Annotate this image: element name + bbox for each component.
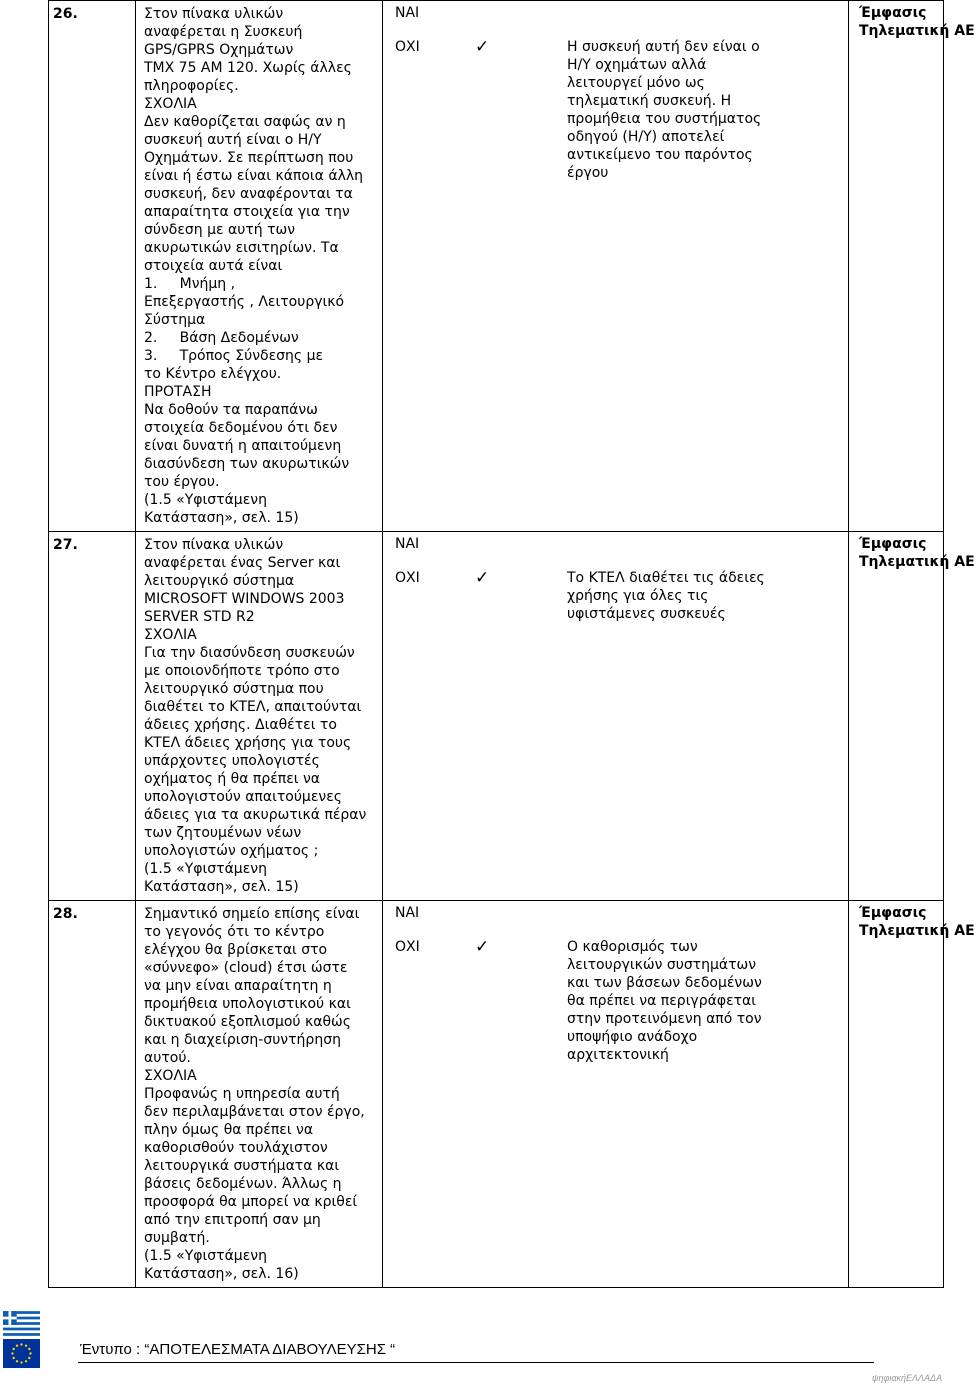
remark-line: Στον πίνακα υλικών [144,537,284,553]
remark-line: είναι ή έστω είναι κάποια άλλη [144,168,364,184]
comment-line: Η συσκευή αυτή δεν είναι ο [567,39,760,55]
remark-line: Κατάσταση», σελ. 15) [144,510,299,526]
remark-line: MICROSOFT WINDOWS 2003 [144,591,345,607]
remark-line: ΣΧΟΛΙΑ [144,627,197,643]
remark-line: απαραίτητα στοιχεία για την [144,204,350,220]
remark-line: συσκευή, δεν αναφέρονται τα [144,186,353,202]
comment-line: θα πρέπει να περιγράφεται [567,993,757,1009]
respondent-line: Τηλεματική ΑΕ [859,923,975,939]
comment-line: στην προτεινόμενη από τον [567,1011,762,1027]
remark-line: Σημαντικό σημείο επίσης είναι [144,906,360,922]
remark-line: (1.5 «Υφιστάμενη [144,492,267,508]
remark-text [136,532,383,901]
comment-line: Το ΚΤΕΛ διαθέτει τις άδειες [567,570,765,586]
remark-line: ΣΧΟΛΙΑ [144,96,197,112]
answer-cell [383,532,849,901]
comment-line: αρχιτεκτονική [567,1047,669,1063]
footer-divider [78,1362,874,1363]
eu-flag-icon [3,1339,40,1368]
remark-text [136,1,383,532]
respondent-name [849,532,975,901]
eu-star-icon [20,1361,22,1363]
remark-line: βάσεις δεδομένων. Άλλως η [144,1176,342,1192]
remark-line: 3. Τρόπος Σύνδεσης με [144,348,324,364]
remark-line: είναι δυνατή η απαιτούμενη [144,438,342,454]
remark-line: αναφέρεται ένας Server και [144,555,341,571]
remark-line: Κατάσταση», σελ. 16) [144,1266,299,1282]
respondent-line: Τηλεματική ΑΕ [859,554,975,570]
consultation-results-table [48,0,975,1288]
row-number: 26. [49,1,136,532]
comment-line: λειτουργεί μόνο ως [567,75,705,91]
remark-line: SERVER STD R2 [144,609,255,625]
remark-line: Για την διασύνδεση συσκευών [144,645,355,661]
remark-line: πληροφορίες. [144,78,239,94]
remark-line: Δεν καθορίζεται σαφώς αν η [144,114,346,130]
remark-line: λειτουργικά συστήματα και [144,1158,340,1174]
remark-line: υπολογιστούν απαιτούμενες [144,789,343,805]
remark-line: καθορισθούν τουλάχιστον [144,1140,328,1156]
remark-line: και η διαχείριση-συντήρηση [144,1032,341,1048]
table-row [49,901,944,1288]
respondent-line: Έμφασις [859,905,927,921]
remark-line: Σύστημα [144,312,206,328]
option-yes-label: ΝΑΙ [395,905,420,921]
response-comment [567,38,761,182]
option-yes [387,4,848,38]
remark-text [136,901,383,1288]
remark-line: άδειες χρήσης. Διαθέτει το [144,717,337,733]
option-yes [387,535,848,569]
eu-star-icon [20,1343,22,1345]
eu-star-icon [11,1352,13,1354]
digital-greece-logo: ψηφιακήΕΛΛΑΔΑ [872,1373,943,1383]
option-yes [387,904,848,938]
eu-star-icon [13,1357,15,1359]
option-no-label: ΟΧΙ [395,939,420,955]
remark-line: να μην είναι απαραίτητη η [144,978,332,994]
row-number: 27. [49,532,136,901]
remark-line: ελέγχου θα βρίσκεται στο [144,942,328,958]
response-comment [567,938,762,1064]
remark-line: πλην όμως θα πρέπει να [144,1122,314,1138]
comment-line: οδηγού (Η/Υ) αποτελεί [567,129,725,145]
remark-line: υπολογιστών οχήματος ; [144,843,319,859]
respondent-line: Έμφασις [859,536,927,552]
eu-star-icon [16,1360,18,1362]
remark-line: δικτυακού εξοπλισμού καθώς [144,1014,351,1030]
remark-line: Επεξεργαστής , Λειτουργικό [144,294,345,310]
remark-line: το γεγονός ότι το κέντρο [144,924,325,940]
eu-star-icon [28,1348,30,1350]
remark-line: Οχημάτων. Σε περίπτωση που [144,150,354,166]
remark-line: υπάρχοντες υπολογιστές [144,753,320,769]
comment-line: υποψήφιο ανάδοχο [567,1029,698,1045]
answer-cell [383,901,849,1288]
greek-flag-icon [3,1311,40,1336]
option-no-label: ΟΧΙ [395,570,420,586]
remark-line: Προφανώς η υπηρεσία αυτή [144,1086,340,1102]
comment-line: και των βάσεων δεδομένων [567,975,762,991]
remark-line: 1. Μνήμη , [144,276,236,292]
remark-line: του έργου. [144,474,220,490]
remark-line: λειτουργικό σύστημα που [144,681,324,697]
remark-line: αναφέρεται η Συσκευή [144,24,303,40]
comment-line: χρήσης για όλες τις [567,588,709,604]
form-label: Έντυπο : “ΑΠΟΤΕΛΕΣΜΑΤΑ ΔΙΑΒΟΥΛΕΥΣΗΣ “ [80,1341,396,1358]
option-yes-label: ΝΑΙ [395,5,420,21]
remark-line: λειτουργικό σύστημα [144,573,295,589]
remark-line: προσφορά θα μπορεί να κριθεί [144,1194,358,1210]
remark-line: ΚΤΕΛ άδειες χρήσης για τους [144,735,352,751]
remark-line: οχήματος ή θα πρέπει να [144,771,321,787]
eu-star-icon [28,1357,30,1359]
remark-line: (1.5 «Υφιστάμενη [144,861,267,877]
remark-line: προμήθεια υπολογιστικού και [144,996,351,1012]
comment-line: έργου [567,165,609,181]
remark-line: ΣΧΟΛΙΑ [144,1068,197,1084]
remark-line: ΠΡΟΤΑΣΗ [144,384,212,400]
respondent-name [849,1,975,532]
response-comment [567,569,765,623]
remark-line: σύνδεση με αυτή των [144,222,296,238]
remark-line: αυτού. [144,1050,191,1066]
eu-star-icon [25,1360,27,1362]
remark-line: TMX 75 AM 120. Χωρίς άλλες [144,60,352,76]
remark-line: GPS/GPRS Οχημάτων [144,42,294,58]
respondent-line: Τηλεματική ΑΕ [859,23,975,39]
remark-line: διαθέτει το ΚΤΕΛ, απαιτούνται [144,699,362,715]
remark-line: με οποιονδήποτε τρόπο στο [144,663,340,679]
checkmark-icon: ✓ [475,937,490,957]
eu-star-icon [29,1352,31,1354]
respondent-line: Έμφασις [859,5,927,21]
respondent-name [849,901,975,1288]
checkmark-icon: ✓ [475,37,490,57]
eu-star-icon [25,1345,27,1347]
remark-line: 2. Βάση Δεδομένων [144,330,299,346]
remark-line: (1.5 «Υφιστάμενη [144,1248,267,1264]
eu-star-icon [16,1345,18,1347]
remark-line: Κατάσταση», σελ. 15) [144,879,299,895]
remark-line: στοιχεία αυτά είναι [144,258,283,274]
answer-cell [383,1,849,532]
remark-line: των ζητουμένων νέων [144,825,302,841]
table-row [49,532,944,901]
comment-line: Ο καθορισμός των [567,939,698,955]
comment-line: λειτουργικών συστημάτων [567,957,757,973]
remark-line: συμβατή. [144,1230,210,1246]
comment-line: προμήθεια του συστήματος [567,111,762,127]
remark-line: Στον πίνακα υλικών [144,6,284,22]
remark-line: από την επιτροπή σαν μη [144,1212,321,1228]
remark-line: δεν περιλαμβάνεται στον έργο, [144,1104,365,1120]
remark-line: άδειες για τα ακυρωτικά πέραν [144,807,367,823]
table-row [49,1,944,532]
comment-line: υφιστάμενες συσκευές [567,606,726,622]
row-number: 28. [49,901,136,1288]
remark-line: Να δοθούν τα παραπάνω [144,402,318,418]
comment-line: Η/Υ οχημάτων αλλά [567,57,707,73]
remark-line: διασύνδεση των ακυρωτικών [144,456,350,472]
comment-line: τηλεματική συσκευή. Η [567,93,732,109]
remark-line: το Κέντρο ελέγχου. [144,366,282,382]
remark-line: συσκευή αυτή είναι ο Η/Υ [144,132,322,148]
remark-line: ακυρωτικών εισιτηρίων. Τα [144,240,339,256]
checkmark-icon: ✓ [475,568,490,588]
eu-star-icon [13,1348,15,1350]
option-no-label: ΟΧΙ [395,39,420,55]
remark-line: «σύννεφο» (cloud) έτσι ώστε [144,960,348,976]
remark-line: στοιχεία δεδομένου ότι δεν [144,420,338,436]
comment-line: αντικείμενο του παρόντος [567,147,753,163]
option-yes-label: ΝΑΙ [395,536,420,552]
